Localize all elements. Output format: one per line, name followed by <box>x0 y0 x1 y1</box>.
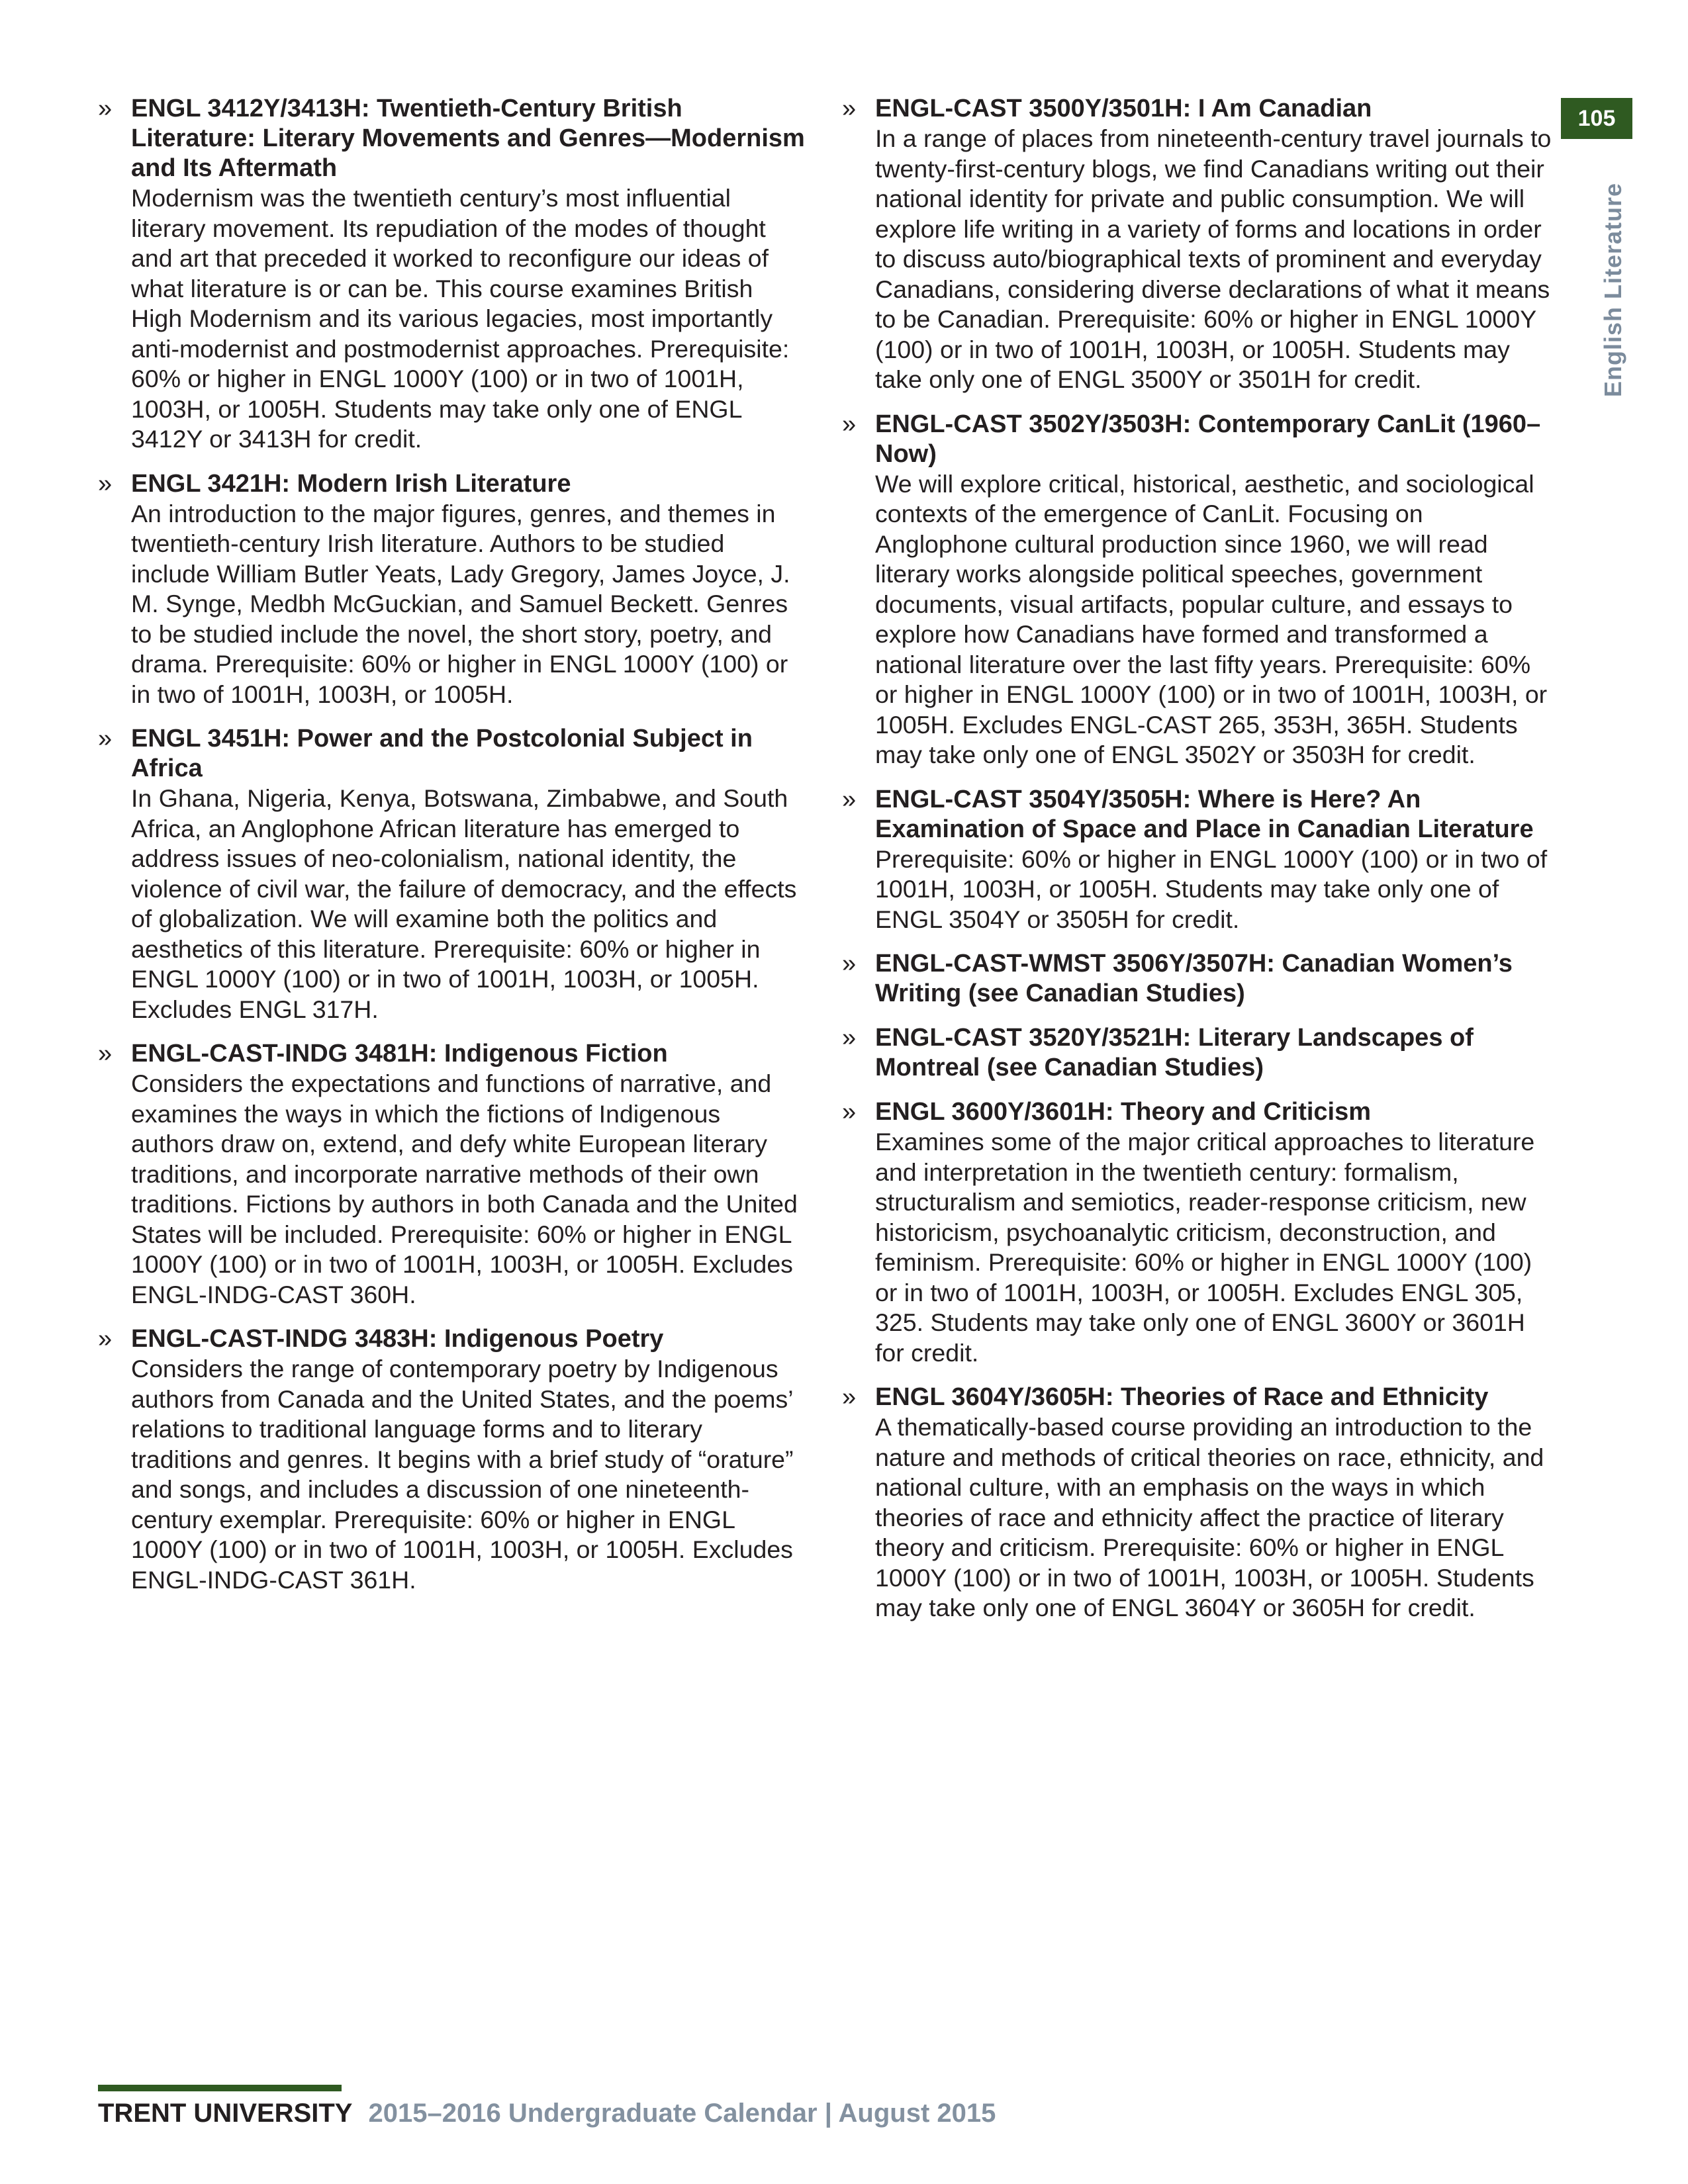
footer <box>98 2097 996 2130</box>
section-tab: English Literature <box>1599 182 1626 397</box>
course-title: ENGL-CAST-INDG 3481H: Indigenous Fiction <box>131 1040 668 1068</box>
course-title: ENGL 3412Y/3413H: Twentieth-Century British Literature: Literary Movements and Genres—Modernism and Its Aftermath <box>131 95 805 182</box>
course-entry <box>842 1383 1557 1623</box>
course-title: ENGL-CAST-INDG 3483H: Indigenous Poetry <box>131 1325 664 1353</box>
course-entry <box>842 94 1557 395</box>
bullet-glyph: » <box>98 725 113 752</box>
bullet-glyph: » <box>842 1383 857 1411</box>
footer-calendar: 2015–2016 Undergraduate Calendar | August 2015 <box>368 2099 996 2128</box>
course-description: Examines some of the major critical approaches to literature and interpretation in the twentieth century: formalism, structuralism and semiotics, reader-response criticism, new historicism, psychoanalytic criticism, deconstruction, and feminism. Prerequisite: 60% or higher in ENGL 1000Y (100) or in two of 1001H, 1003H, or 1005H. Excludes ENGL 305, 325. Students may take only one of ENGL 3600Y or 3601H for credit. <box>875 1128 1535 1367</box>
course-entry <box>98 1324 806 1595</box>
bullet-glyph: » <box>98 95 113 122</box>
course-description: Prerequisite: 60% or higher in ENGL 1000Y (100) or in two of 1001H, 1003H, or 1005H. Students may take only one of ENGL 3504Y or 3505H for credit. <box>875 844 1548 933</box>
bullet-glyph: » <box>98 469 113 498</box>
bullet-glyph: » <box>842 1024 857 1052</box>
course-entry <box>842 785 1557 935</box>
course-entry <box>842 949 1557 1009</box>
course-title: ENGL-CAST 3500Y/3501H: I Am Canadian <box>875 95 1372 122</box>
course-description: In a range of places from nineteenth-century travel journals to twenty-first-century blogs, we find Canadians writing out their national identity for private and public consumption. We will explore life writing in a variety of forms and locations in order to discuss auto/biographical texts of prominent and everyday Canadians, considering diverse declarations of what it means to be Canadian. Prerequisite: 60% or higher in ENGL 1000Y (100) or in two of 1001H, 1003H, or 1005H. Students may take only one of ENGL 3500Y or 3501H for credit. <box>875 124 1552 393</box>
bullet-glyph: » <box>842 950 857 978</box>
bullet-glyph: » <box>842 785 857 813</box>
bullet-glyph: » <box>98 1040 113 1068</box>
course-description: An introduction to the major figures, genres, and themes in twentieth-century Irish literature. Authors to be studied include William Butler Yeats, Lady Gregory, James Joyce, J. M. Synge, Medbh McGuckian, and Samuel Beckett. Genres to be studied include the novel, the short story, poetry, and drama. Prerequisite: 60% or higher in ENGL 1000Y (100) or in two of 1001H, 1003H, or 1005H. <box>131 499 790 708</box>
right-column <box>842 94 1557 1638</box>
course-entry <box>842 410 1557 770</box>
course-description: Considers the range of contemporary poetry by Indigenous authors from Canada and the United States, and the poems’ relations to traditional language forms and to literary traditions and genres. It begins with a brief study of “orature” and songs, and includes a discussion of one nineteenth-century exemplar. Prerequisite: 60% or higher in ENGL 1000Y (100) or in two of 1001H, 1003H, or 1005H. Excludes ENGL-INDG-CAST 361H. <box>131 1355 794 1594</box>
bullet-glyph: » <box>842 95 857 122</box>
course-description: Modernism was the twentieth century’s most influential literary movement. Its repudiation of the modes of thought and art that preceded it worked to reconfigure our ideas of what literature is or can be. This course examines British High Modernism and its various legacies, most importantly anti-modernist and postmodernist approaches. Prerequisite: 60% or higher in ENGL 1000Y (100) or in two of 1001H, 1003H, or 1005H. Students may take only one of ENGL 3412Y or 3413H for credit. <box>131 184 790 453</box>
course-title: ENGL-CAST 3520Y/3521H: Literary Landscapes of Montreal (see Canadian Studies) <box>875 1024 1474 1081</box>
course-title: ENGL 3451H: Power and the Postcolonial Subject in Africa <box>131 725 753 782</box>
course-title: ENGL 3421H: Modern Irish Literature <box>131 469 571 498</box>
footer-university: TRENT UNIVERSITY <box>98 2099 353 2128</box>
course-entry <box>98 469 806 710</box>
footer-rule <box>98 2085 342 2091</box>
left-column <box>98 94 806 1610</box>
course-title: ENGL-CAST 3504Y/3505H: Where is Here? An Examination of Space and Place in Canadian Literature <box>875 785 1534 843</box>
bullet-glyph: » <box>98 1325 113 1353</box>
course-description: A thematically-based course providing an introduction to the nature and methods of critical theories on race, ethnicity, and national culture, with an emphasis on the ways in which theories of race and ethnicity affect the practice of literary theory and criticism. Prerequisite: 60% or higher in ENGL 1000Y (100) or in two of 1001H, 1003H, or 1005H. Students may take only one of ENGL 3604Y or 3605H for credit. <box>875 1413 1544 1621</box>
course-entry <box>842 1097 1557 1368</box>
course-description: In Ghana, Nigeria, Kenya, Botswana, Zimbabwe, and South Africa, an Anglophone African literature has emerged to address issues of neo-colonialism, national identity, the violence of civil war, the failure of democracy, and the effects of globalization. We will examine both the politics and aesthetics of this literature. Prerequisite: 60% or higher in ENGL 1000Y (100) or in two of 1001H, 1003H, or 1005H. Excludes ENGL 317H. <box>131 784 797 1023</box>
course-entry <box>98 1039 806 1310</box>
course-description: Considers the expectations and functions of narrative, and examines the ways in which the fictions of Indigenous authors draw on, extend, and defy white European literary traditions, and incorporate narrative methods of their own traditions. Fictions by authors in both Canada and the United States will be included. Prerequisite: 60% or higher in ENGL 1000Y (100) or in two of 1001H, 1003H, or 1005H. Excludes ENGL-INDG-CAST 360H. <box>131 1069 798 1308</box>
course-entry <box>842 1023 1557 1083</box>
course-description: We will explore critical, historical, aesthetic, and sociological contexts of the emergence of CanLit. Focusing on Anglophone cultural production since 1960, we will read literary works alongside political speeches, government documents, visual artifacts, popular culture, and essays to explore how Canadians have formed and transformed a national literature over the last fifty years. Prerequisite: 60% or higher in ENGL 1000Y (100) or in two of 1001H, 1003H, or 1005H. Excludes ENGL-CAST 265, 353H, 365H. Students may take only one of ENGL 3502Y or 3503H for credit. <box>875 469 1548 768</box>
course-title: ENGL-CAST 3502Y/3503H: Contemporary CanLit (1960–Now) <box>875 410 1541 468</box>
course-entry <box>98 94 806 455</box>
course-title: ENGL 3600Y/3601H: Theory and Criticism <box>875 1098 1372 1126</box>
bullet-glyph: » <box>842 410 857 438</box>
course-title: ENGL-CAST-WMST 3506Y/3507H: Canadian Women’s Writing (see Canadian Studies) <box>875 950 1513 1007</box>
bullet-glyph: » <box>842 1098 857 1126</box>
course-title: ENGL 3604Y/3605H: Theories of Race and Ethnicity <box>875 1383 1489 1411</box>
course-entry <box>98 724 806 1024</box>
page-number-badge: 105 <box>1561 98 1632 139</box>
